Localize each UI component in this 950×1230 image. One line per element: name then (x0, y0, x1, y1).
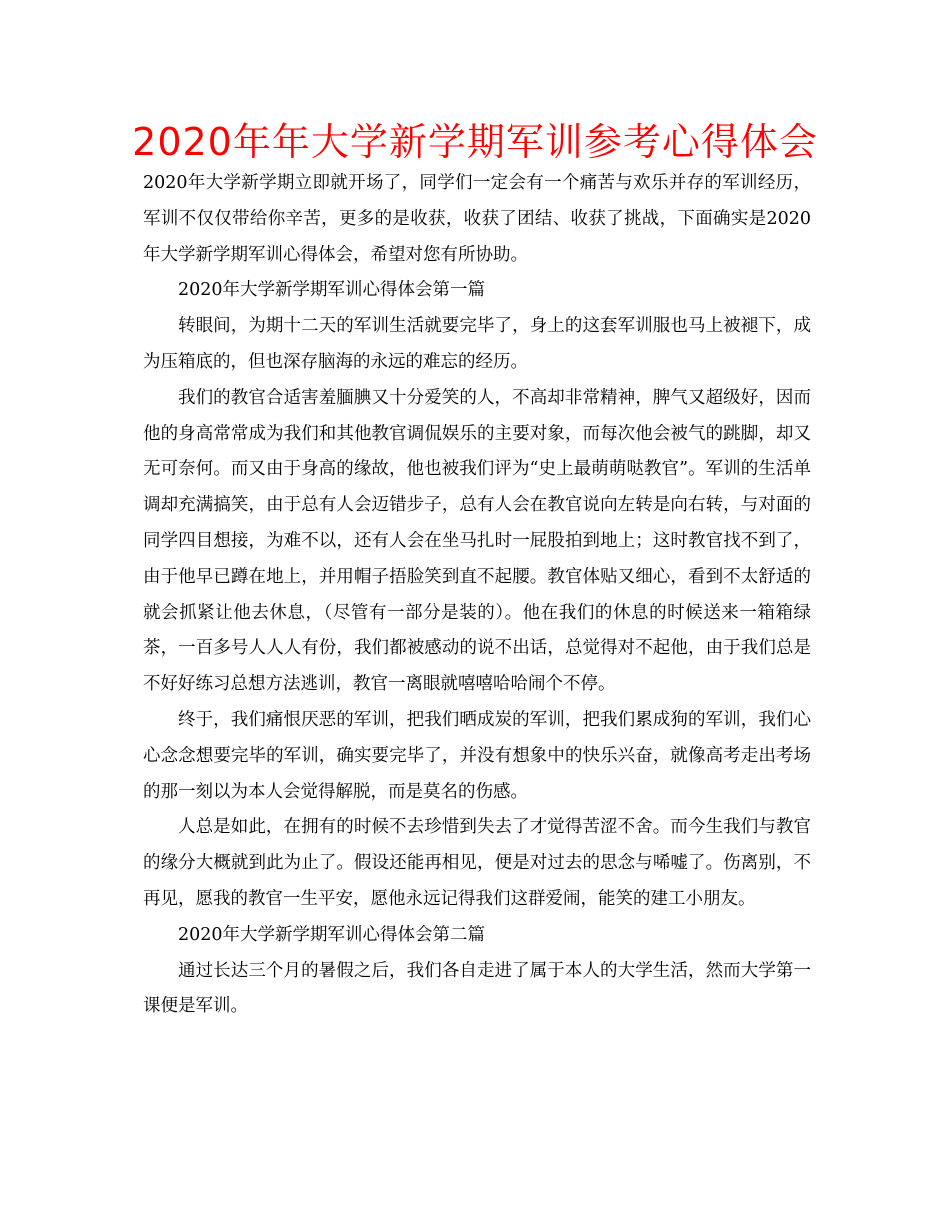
section-heading-2: 2020年大学新学期军训心得体会第二篇 (178, 924, 486, 945)
paragraph: 我们的教官合适害羞腼腆又十分爱笑的人，不高却非常精神，脾气又超级好，因而他的身高常常成为我们和其他教官调侃娱乐的主要对象，而每次他会被气的跳脚，却又无可奈何。而又由于身高的缘故，他也被我们评为“史上最萌萌哒教官”。军训的生活单调却充满搞笑，由于总有人会迈错步子，总有人会在教官说向左转是向右转，与对面的同学四目想接，为难不以，还有人会在坐马扎时一屁股拍到地上；这时教官找不到了，由于他早已蹲在地上，并用帽子捂脸笑到直不起腰。教官体贴又细心，看到不太舒适的就会抓紧让他去休息，（尽管有一部分是装的）。他在我们的休息的时候送来一箱箱绿茶，一百多号人人人有份，我们都被感动的说不出话，总觉得对不起他，由于我们总是不好好练习总想方法逃训，教官一离眼就嘻嘻哈哈闹个不停。 (143, 387, 811, 695)
paragraph: 通过长达三个月的暑假之后，我们各自走进了属于本人的大学生活，然而大学第一课便是军训。 (143, 960, 811, 1017)
paragraph: 转眼间，为期十二天的军训生活就要完毕了，身上的这套军训服也马上被褪下，成为压箱底的，但也深存脑海的永远的难忘的经历。 (143, 316, 811, 372)
paragraph: 人总是如此，在拥有的时候不去珍惜到失去了才觉得苦涩不舍。而今生我们与教官的缘分大概就到此为止了。假设还能再相见，便是对过去的思念与唏嘘了。伤离别，不再见，愿我的教官一生平安，愿他永远记得我们这群爱闹，能笑的建工小朋友。 (143, 817, 811, 909)
intro-paragraph: 2020年大学新学期立即就开场了，同学们一定会有一个痛苦与欢乐并存的军训经历，军训不仅仅带给你辛苦，更多的是收获，收获了团结、收获了挑战，下面确实是2020年大学新学期军训心得体会，希望对您有所协助。 (143, 173, 811, 265)
document-body (143, 166, 811, 1025)
paragraph: 终于，我们痛恨厌恶的军训，把我们晒成炭的军训，把我们累成狗的军训，我们心心念念想要完毕的军训，确实要完毕了，并没有想象中的快乐兴奋，就像高考走出考场的那一刻以为本人会觉得解脱，而是莫名的伤感。 (143, 709, 811, 802)
section-heading-1: 2020年大学新学期军训心得体会第一篇 (178, 280, 486, 301)
document-title: 2020年年大学新学期军训参考心得体会 (132, 120, 818, 164)
